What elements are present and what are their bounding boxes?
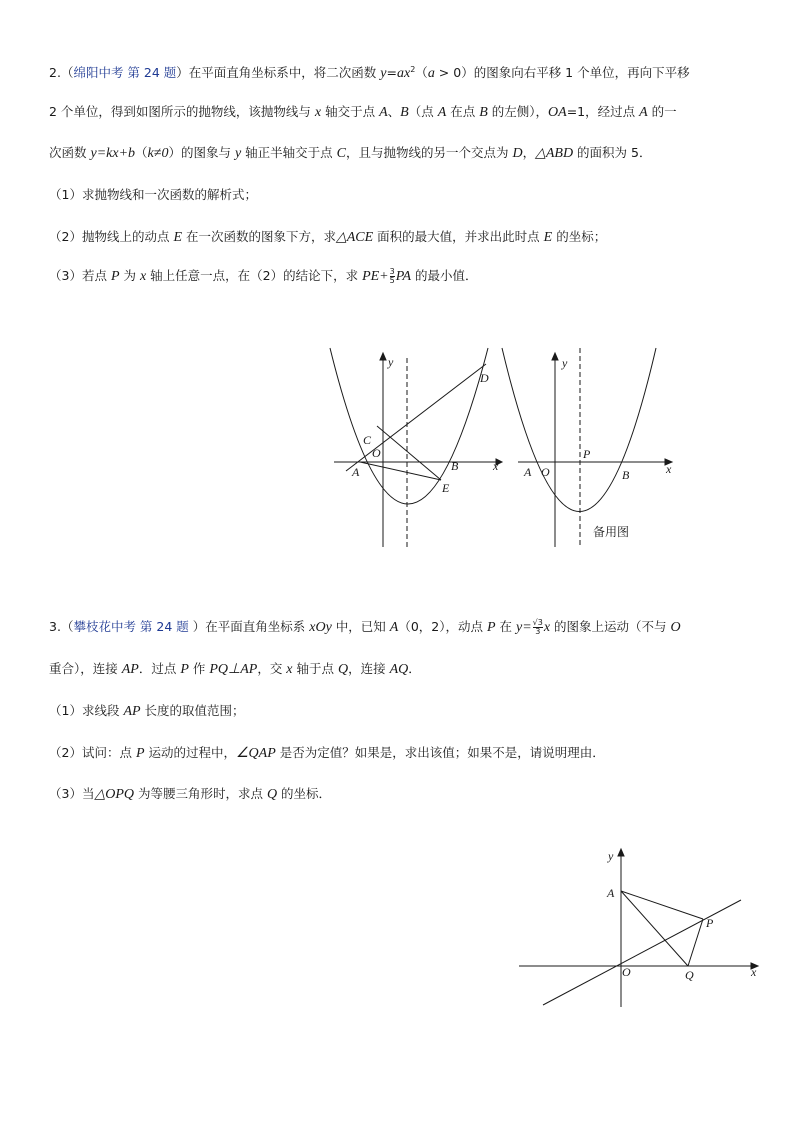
y-axis-arrow <box>618 849 624 856</box>
figure-parabola-main <box>320 340 505 552</box>
problem-source: 绵阳中考 第 24 题 <box>73 65 177 81</box>
parabola-curve <box>330 348 488 504</box>
p3-question-3: （3）当△OPQ 为等腰三角形时，求点 Q 的坐标． <box>49 786 332 802</box>
p3-line-1: 3.（攀枝花中考 第 24 题 ）在平面直角坐标系 xOy 中，已知 A（0，2），动点 P 在 y= $\frac{√3}{3}$ x 的图象上运动（不与 O <box>49 618 681 636</box>
p2-line-3: 次函数 y=kx+b（k≠0）的图象与 y 轴正半轴交于点 C，且与抛物线的另一个交点为 D，△ABD 的面积为 5． <box>49 145 652 161</box>
label-A: A <box>524 465 532 479</box>
label-A: A <box>607 886 615 900</box>
y-axis-arrow <box>380 353 386 360</box>
y-axis-arrow <box>552 353 558 360</box>
label-O: O <box>372 446 381 460</box>
label-A: A <box>352 465 360 479</box>
problem-number: 3. <box>49 619 61 634</box>
p2-question-3: （3）若点 P 为 x 轴上任意一点，在（2）的结论下，求 PE+ $\frac{3}{5}$ PA 的最小值． <box>49 267 478 285</box>
label-P: P <box>583 447 591 461</box>
label-B: B <box>622 468 630 482</box>
fraction: $\frac{√3}{3}$ <box>532 618 543 636</box>
p2-line-1: 2.（绵阳中考 第 24 题）在平面直角坐标系中，将二次函数 $y=ax^2(a > 0)$的图象向右平移 1 个单位，再向下平移 <box>49 65 690 82</box>
label-O: O <box>622 965 631 979</box>
p2-question-2: （2）抛物线上的动点 E 在一次函数的图象下方，求△ACE 面积的最大值，并求出此时点 E 的坐标； <box>49 229 607 245</box>
p2-question-1: （1）求抛物线和一次函数的解析式； <box>49 187 257 202</box>
label-y: y <box>388 355 394 369</box>
p3-line-2: 重合），连接 AP．过点 P 作 PQ⊥AP，交 x 轴于点 Q，连接 AQ． <box>49 661 421 677</box>
label-y: y <box>608 849 614 863</box>
label-x: x <box>493 459 499 473</box>
figure-parabola-backup <box>500 340 685 552</box>
segment-CE <box>377 426 441 480</box>
label-O: O <box>541 465 550 479</box>
problem-number: 2. <box>49 65 61 81</box>
label-C: C <box>363 433 372 447</box>
label-E: E <box>442 481 450 495</box>
label-P: P <box>706 916 714 930</box>
label-x: x <box>751 965 757 979</box>
p3-question-1: （1）求线段 AP 长度的取值范围； <box>49 703 245 719</box>
label-D: D <box>480 371 489 385</box>
figure-problem-3 <box>515 845 765 1010</box>
parabola-curve <box>502 348 656 512</box>
p2-line-2: 2 个单位，得到如图所示的抛物线，该抛物线与 x 轴交于点 A、B（点 A 在点 B 的左侧），OA=1，经过点 A 的一 <box>49 104 677 120</box>
figure-caption: 备用图 <box>593 525 630 539</box>
problem-source: 攀枝花中考 第 24 题 <box>73 619 193 634</box>
segment-PQ <box>688 919 703 966</box>
p3-question-2: （2）试问：点 P 运动的过程中，∠QAP 是否为定值？如果是，求出该值；如果不是，请说明理由． <box>49 745 605 761</box>
label-y: y <box>562 356 568 370</box>
fraction: $\frac{3}{5}$ <box>389 267 395 285</box>
line-AD <box>346 364 486 471</box>
label-B: B <box>451 459 459 473</box>
label-x: x <box>666 462 672 476</box>
label-Q: Q <box>685 968 694 982</box>
